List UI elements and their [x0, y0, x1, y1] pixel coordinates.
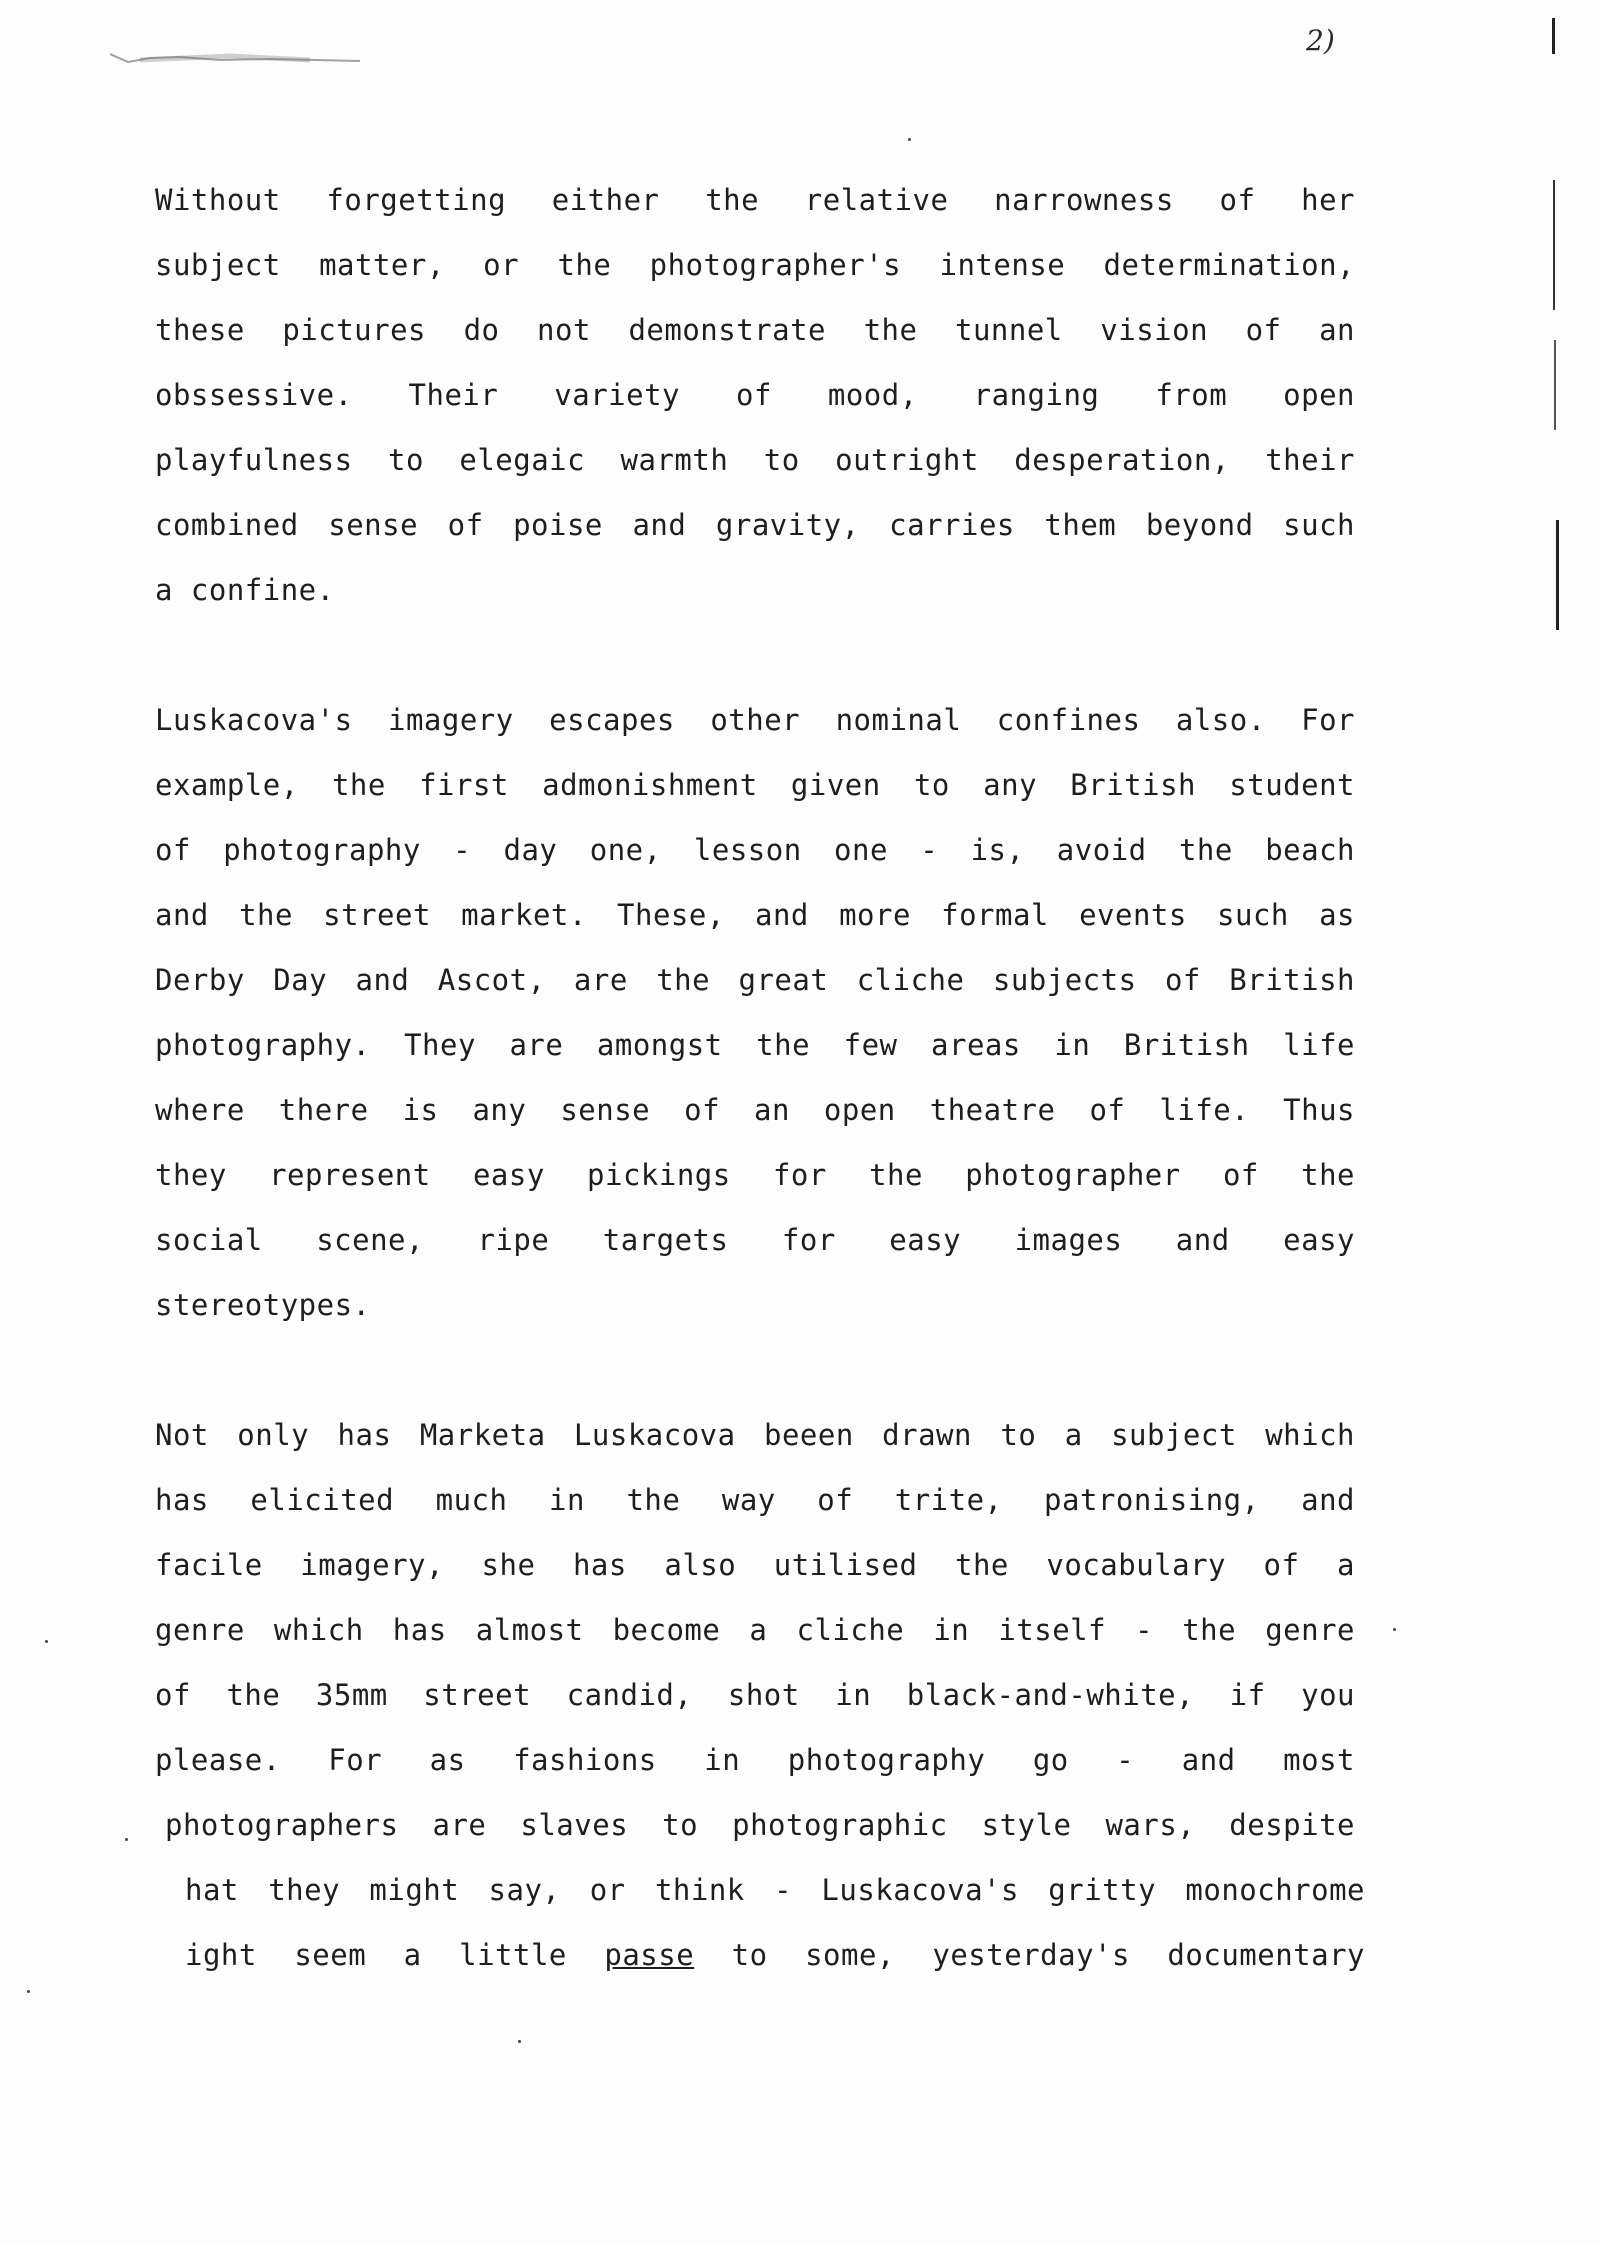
scan-speck	[27, 1990, 30, 1993]
text-line-final	[185, 1935, 1365, 1975]
text-line: they represent easy pickings for the photographer of the	[155, 1158, 1355, 1192]
text-line: photography. They are amongst the few areas in British life	[155, 1028, 1355, 1062]
text-line: Without forgetting either the relative narrowness of her	[155, 183, 1355, 217]
text-line: these pictures do not demonstrate the tunnel vision of an	[155, 313, 1355, 347]
page-number: 2)	[1306, 24, 1335, 57]
text-line: stereotypes.	[155, 1288, 371, 1322]
text-line: social scene, ripe targets for easy images and easy	[155, 1223, 1355, 1257]
text-line: hat they might say, or think - Luskacova's gritty monochrome	[185, 1873, 1365, 1907]
scan-smudge	[110, 48, 360, 68]
scan-speck	[908, 138, 911, 141]
text-line: Luskacova's imagery escapes other nominal confines also. For	[155, 703, 1355, 737]
text-line: example, the first admonishment given to any British student	[155, 768, 1355, 802]
scan-speck	[45, 1640, 48, 1643]
text-line: and the street market. These, and more formal events such as	[155, 898, 1355, 932]
margin-mark	[1556, 520, 1559, 630]
text-line: facile imagery, she has also utilised the vocabulary of a	[155, 1548, 1355, 1582]
text-segment: ight seem a little	[185, 1938, 605, 1972]
text-line: obssessive. Their variety of mood, ranging from open	[155, 378, 1355, 412]
text-line: subject matter, or the photographer's intense determination,	[155, 248, 1355, 282]
text-line: has elicited much in the way of trite, patronising, and	[155, 1483, 1355, 1517]
text-segment: to some, yesterday's documentary	[694, 1938, 1365, 1972]
text-line: a confine.	[155, 573, 335, 607]
text-line: of the 35mm street candid, shot in black-and-white, if you	[155, 1678, 1355, 1712]
scan-speck	[1393, 1628, 1396, 1631]
text-line: genre which has almost become a cliche in itself - the genre	[155, 1613, 1355, 1647]
text-line: where there is any sense of an open theatre of life. Thus	[155, 1093, 1355, 1127]
margin-mark	[1554, 340, 1556, 430]
text-line: please. For as fashions in photography go - and most	[155, 1743, 1355, 1777]
underlined-word: passe	[604, 1938, 695, 1972]
text-line: Not only has Marketa Luskacova beeen drawn to a subject which	[155, 1418, 1355, 1452]
scan-speck	[125, 1838, 128, 1841]
margin-mark	[1553, 180, 1555, 310]
text-line: Derby Day and Ascot, are the great cliche subjects of British	[155, 963, 1355, 997]
text-line: playfulness to elegaic warmth to outright desperation, their	[155, 443, 1355, 477]
text-line: of photography - day one, lesson one - is, avoid the beach	[155, 833, 1355, 867]
text-line: combined sense of poise and gravity, carries them beyond such	[155, 508, 1355, 542]
text-line: photographers are slaves to photographic style wars, despite	[165, 1808, 1355, 1842]
margin-mark	[1552, 18, 1555, 54]
scan-speck	[518, 2040, 521, 2043]
